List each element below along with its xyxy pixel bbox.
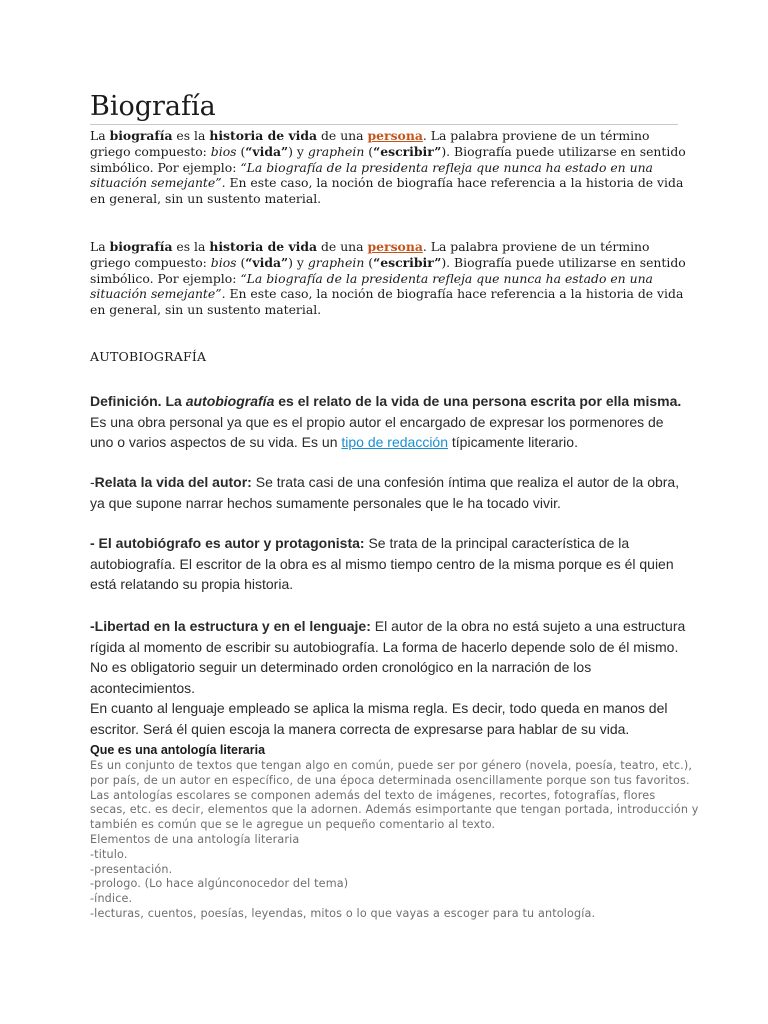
definition-paragraph — [90, 391, 690, 453]
term-biografia: biografía — [109, 128, 173, 143]
text: es el relato de la vida de una persona escrita por ella misma. — [274, 393, 682, 409]
text: ( — [236, 254, 246, 270]
text-line: secas, etc. es decir, elementos que la adornen. Además esimportante que tengan portada, introducción y — [90, 803, 699, 817]
text: de una — [317, 128, 368, 143]
text: Se trata de la principal característica de la autobiografía. El escritor de la obra es al mismo tiempo centro de la misma porque es él quien está relatando su propia historia. — [90, 535, 674, 592]
text: . En este caso, la noción de biografía hace referencia a la historia de vida en general, sin un sustento material. — [90, 175, 684, 207]
term-escribir: “escribir” — [373, 143, 442, 159]
text: ). Biografía puede utilizarse en sentido simbólico. Por ejemplo: — [90, 254, 686, 286]
text: La — [90, 128, 110, 143]
page-title: Biografía — [90, 90, 678, 125]
term-bios: bios — [210, 254, 237, 270]
term-escribir: “escribir” — [373, 254, 442, 270]
text-line: por país, de un autor en específico, de una época determinada osencillamente porque son tus favoritos. — [90, 773, 690, 787]
text: En cuanto al lenguaje empleado se aplica la misma regla. Es decir, todo queda en manos del escritor. Será él quien escoja la manera correcta de expresarse para hablar de su vida. — [90, 700, 668, 737]
list-item: -prologo. (Lo hace algúnconocedor del tema) — [90, 877, 349, 891]
antologia-title: Que es una antología literaria — [90, 743, 266, 757]
list-item: -lecturas, cuentos, poesías, leyendas, mitos o lo que vayas a escoger para tu antología. — [90, 906, 596, 920]
persona-link[interactable]: persona — [367, 128, 423, 143]
bold-lead: - El autobiógrafo es autor y protagonista: — [90, 535, 365, 551]
text: Es una obra personal ya que es el propio autor el encargado de expresar los pormenores de uno o varios aspectos de su vida. Es un — [90, 413, 664, 450]
text: típicamente literario. — [448, 434, 578, 450]
list-item: -titulo. — [90, 847, 128, 861]
term-graphein: graphein — [307, 143, 365, 159]
text: . La palabra proviene de un término griego compuesto: — [90, 239, 650, 270]
text: ) y — [288, 254, 308, 270]
section-heading: AUTOBIOGRAFÍA — [90, 349, 207, 364]
text: . En este caso, la noción de biografía hace referencia a la historia de vida en general, sin un sustento material. — [90, 286, 684, 318]
term-autobiografia: autobiografía — [185, 393, 275, 409]
text-line: Elementos de una antología literaria — [90, 832, 300, 846]
text: ) y — [288, 143, 308, 159]
text: - — [90, 474, 95, 490]
relata-paragraph — [90, 472, 690, 513]
text: Definición. La — [90, 393, 186, 409]
bold-lead: -Libertad en la estructura y en el lenguaje: — [90, 618, 371, 634]
text: ). Biografía puede utilizarse en sentido simbólico. Por ejemplo: — [90, 143, 686, 175]
bold-lead: Relata la vida del autor: — [94, 474, 252, 490]
text: es la — [172, 239, 210, 254]
term-bios: bios — [210, 143, 237, 159]
text-line: también es común que se le agregue un pequeño comentario al texto. — [90, 818, 496, 832]
term-vida: “vida” — [245, 143, 289, 159]
libertad-paragraph — [90, 616, 690, 739]
autor-protagonista-paragraph — [90, 533, 690, 595]
biografia-paragraph — [90, 128, 690, 207]
example-quote: “La biografía de la presidenta refleja que nunca ha estado en una situación semejante” — [90, 270, 653, 302]
tipo-redaccion-link[interactable]: tipo de redacción — [341, 434, 449, 450]
text-line: Las antologías escolares se componen además del texto de imágenes, recortes, fotografías, flores — [90, 788, 656, 802]
biografia-paragraph-repeat — [90, 239, 690, 318]
antologia-text — [90, 759, 699, 922]
term-vida: “vida” — [245, 254, 289, 270]
text: de una — [317, 239, 368, 254]
definition-lead — [90, 393, 681, 409]
example-quote: “La biografía de la presidenta refleja que nunca ha estado en una situación semejante” — [90, 159, 653, 191]
text-line: Es un conjunto de textos que tengan algo en común, puede ser por género (novela, poesía, teatro, etc.), — [90, 759, 693, 772]
persona-link[interactable]: persona — [367, 239, 423, 254]
text: es la — [172, 128, 210, 143]
term-historia: historia de vida — [209, 239, 318, 254]
list-item: -presentación. — [90, 862, 173, 876]
term-graphein: graphein — [307, 254, 365, 270]
text: Se trata casi de una confesión íntima que realiza el autor de la obra, ya que supone narrar hechos sumamente personales que le ha tocado vivir. — [90, 474, 680, 511]
text: ( — [236, 143, 246, 159]
list-item: -índice. — [90, 892, 133, 906]
text: ( — [364, 143, 374, 159]
text: El autor de la obra no está sujeto a una estructura rígida al momento de escribir su autobiografía. La forma de hacerlo depende solo de él mismo. No es obligatorio seguir un determinado orden cronológico en la narración de los acontecimientos. — [90, 618, 686, 696]
text: La — [90, 239, 110, 254]
text: ( — [364, 254, 374, 270]
term-historia: historia de vida — [209, 128, 318, 143]
text: . La palabra proviene de un término griego compuesto: — [90, 128, 650, 159]
term-biografia: biografía — [109, 239, 173, 254]
